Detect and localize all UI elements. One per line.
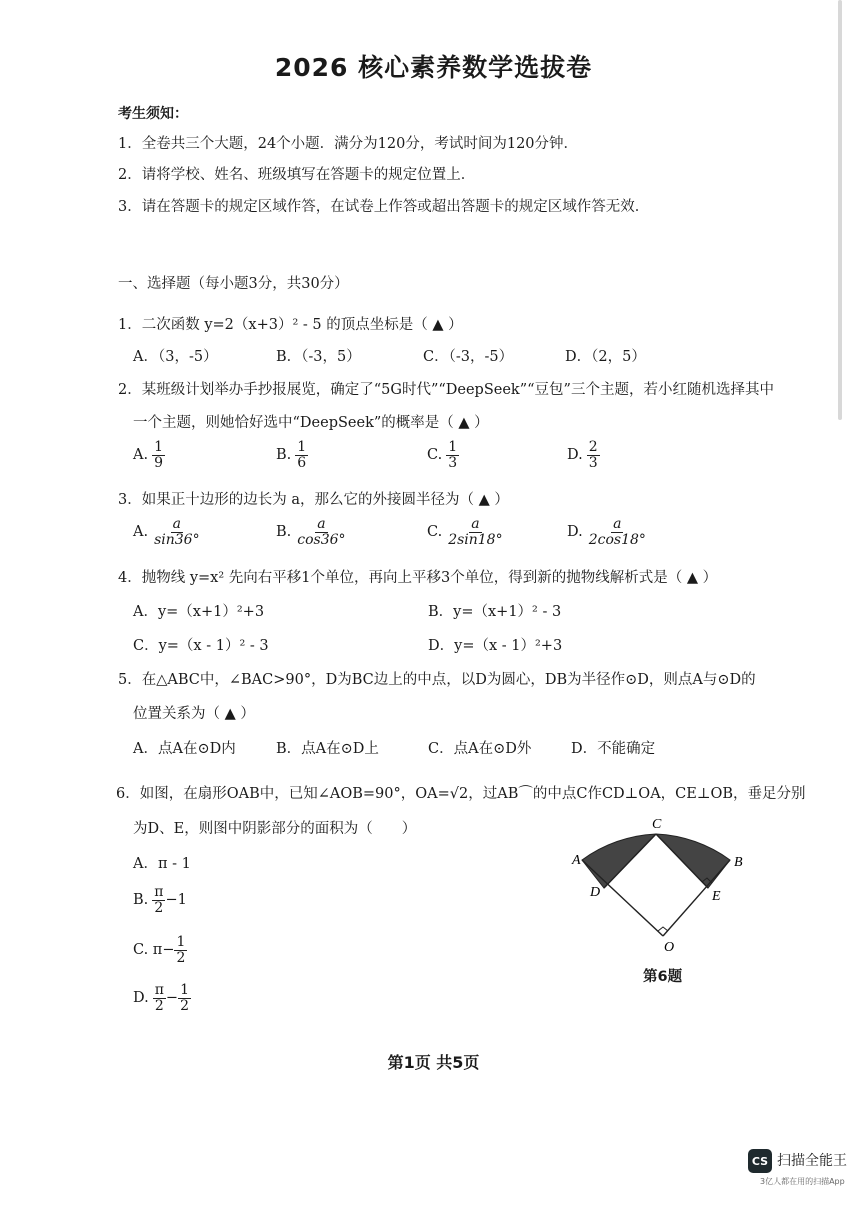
q4-stem: 4．抛物线 y=x² 先向右平移1个单位，再向上平移3个单位，得到新的抛物线解析式是（ ▲ ） [118, 570, 718, 586]
q2-option-c: C. $\frac{1}{3}$ [427, 439, 458, 471]
notice-item-3: 3．请在答题卡的规定区域作答，在试卷上作答或超出答题卡的规定区域作答无效． [118, 199, 650, 215]
label-d: D [590, 885, 601, 900]
label-o: O [664, 940, 675, 952]
q5-option-c: C．点A在⊙D外 [428, 741, 532, 757]
q3-option-c: C. $\frac{a}{2\sin 18^\circ}$ [427, 516, 503, 548]
q3-stem: 3．如果正十边形的边长为 a，那么它的外接圆半径为（ ▲ ） [118, 492, 509, 508]
q2-stem-line2: 一个主题，则她恰好选中“DeepSeek”的概率是（ ▲ ） [133, 415, 489, 431]
q5-stem-line2: 位置关系为（ ▲ ） [133, 706, 255, 722]
label-e: E [712, 889, 721, 904]
q6-option-a: A．π - 1 [133, 856, 191, 872]
exam-title: 2026 核心素养数学选拔卷 [274, 53, 593, 82]
q6-stem-line1: 6．如图，在扇形OAB中，已知∠AOB=90°，OA=√2，过AB⌒的中点C作CD⊥OA，CE⊥OB，垂足分别 [116, 786, 806, 802]
section-heading: 一、选择题（每小题3分，共30分） [118, 276, 349, 292]
scanner-logo-icon: CS [748, 1149, 772, 1173]
label-c: C [652, 817, 662, 832]
shaded-region-left [582, 834, 656, 888]
q5-option-b: B．点A在⊙D上 [276, 741, 379, 757]
q4-option-b: B．y=（x+1）² - 3 [428, 604, 562, 620]
q2-stem-line1: 2．某班级计划举办手抄报展览，确定了“5G时代”“DeepSeek”“豆包”三个主题，若小红随机选择其中 [118, 382, 774, 398]
shaded-region-right [656, 834, 730, 888]
q3-option-b: B. $\frac{a}{\cos 36^\circ}$ [276, 516, 346, 548]
q5-option-a: A．点A在⊙D内 [133, 741, 236, 757]
q1-option-b: B．（-3，5） [276, 349, 361, 365]
q3-option-a: A. $\frac{a}{\sin 36^\circ}$ [133, 516, 200, 548]
q5-stem-line1: 5．在△ABC中，∠BAC>90°，D为BC边上的中点，以D为圆心，DB为半径作⊙D，则点A与⊙D的 [118, 672, 756, 688]
q6-option-d: D. $\frac{\pi}{2}$ − $\frac{1}{2}$ [133, 982, 189, 1014]
right-angle-mark-o [658, 927, 668, 931]
q3-option-d: D. $\frac{a}{2\cos 18^\circ}$ [567, 516, 646, 548]
q1-stem: 1．二次函数 y=2（x+3）² - 5 的顶点坐标是（ ▲ ） [118, 317, 463, 333]
notice-heading: 考生须知： [118, 106, 188, 122]
q6-option-b: B. $\frac{\pi}{2}$ −1 [133, 884, 187, 916]
scanner-watermark-name: 扫描全能王 [777, 1153, 847, 1169]
q6-option-c: C. π− $\frac{1}{2}$ [133, 934, 186, 966]
q1-option-a: A．（3，-5） [133, 349, 218, 365]
label-b: B [734, 855, 743, 870]
q2-option-a: A. $\frac{1}{9}$ [133, 439, 164, 471]
scanner-watermark-slogan: 3亿人都在用的扫描App [760, 1177, 845, 1186]
notice-item-1: 1．全卷共三个大题，24个小题．满分为120分，考试时间为120分钟． [118, 136, 579, 152]
label-a: A [572, 853, 581, 868]
q2-option-d: D. $\frac{2}{3}$ [567, 439, 598, 471]
q4-option-c: C．y=（x - 1）² - 3 [133, 638, 269, 654]
q5-option-d: D．不能确定 [571, 741, 656, 757]
figure-caption: 第6题 [643, 969, 683, 985]
q1-option-d: D．（2，5） [565, 349, 646, 365]
page-footer: 第1页 共5页 [387, 1053, 480, 1072]
q6-stem-line2: 为D、E，则图中阴影部分的面积为（ ） [133, 821, 417, 837]
q4-option-d: D．y=（x - 1）²+3 [428, 638, 563, 654]
q6-figure [560, 812, 760, 956]
q2-option-b: B. $\frac{1}{6}$ [276, 439, 307, 471]
q1-option-c: C．（-3，-5） [423, 349, 514, 365]
q4-option-a: A．y=（x+1）²+3 [133, 604, 265, 620]
notice-item-2: 2．请将学校、姓名、班级填写在答题卡的规定位置上． [118, 167, 476, 183]
